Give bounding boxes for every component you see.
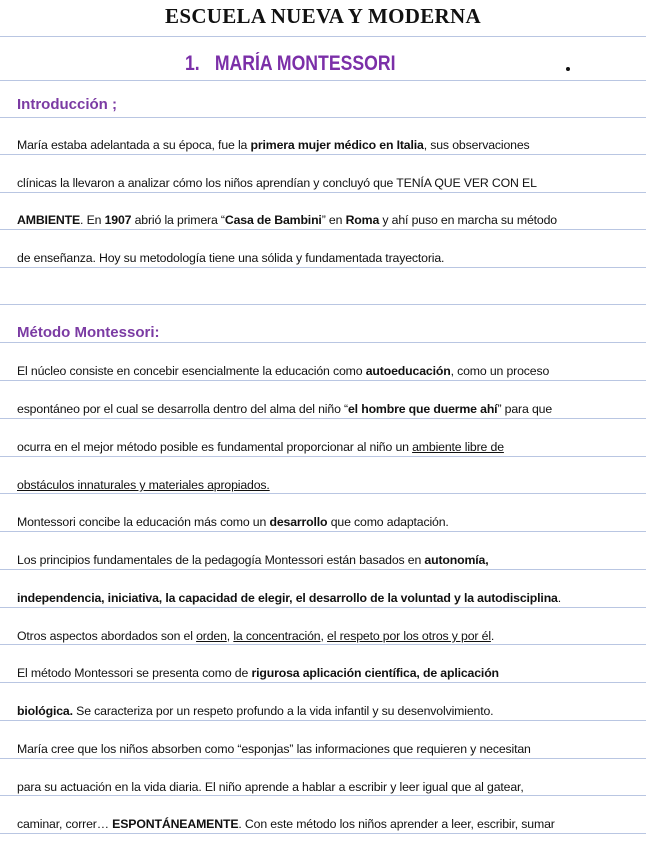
stray-dot [566, 67, 570, 71]
method-line-8: Otros aspectos abordados son el orden, la concentración, el respeto por los otros y por él. [17, 629, 495, 643]
method-line-9: El método Montessori se presenta como de rigurosa aplicación científica, de aplicación [17, 666, 499, 680]
intro-line-3: AMBIENTE. En 1907 abrió la primera “Casa de Bambini” en Roma y ahí puso en marcha su método [17, 213, 557, 227]
method-line-4: obstáculos innaturales y materiales apropiados. [17, 478, 270, 492]
intro-line-2: clínicas la llevaron a analizar cómo los niños aprendían y concluyó que TENÍA QUE VER CON EL [17, 176, 537, 190]
document-title: ESCUELA NUEVA Y MODERNA [165, 4, 481, 28]
method-line-13: caminar, correr… ESPONTÁNEAMENTE. Con este método los niños aprender a leer, escribir, sumar [17, 817, 555, 831]
intro-line-1: María estaba adelantada a su época, fue la primera mujer médico en Italia, sus observaciones [17, 138, 530, 152]
method-line-10: biológica. Se caracteriza por un respeto profundo a la vida infantil y su desenvolvimiento. [17, 704, 494, 718]
section-title [185, 52, 395, 76]
intro-heading: Introducción ; [17, 96, 117, 113]
section-number: 1. [185, 52, 200, 75]
method-line-12: para su actuación en la vida diaria. El niño aprende a hablar a escribir y leer igual que al gatear, [17, 780, 524, 794]
method-line-3: ocurra en el mejor método posible es fundamental proporcionar al niño un ambiente libre de [17, 440, 504, 454]
method-line-6: Los principios fundamentales de la pedagogía Montessori están basados en autonomía, [17, 553, 489, 567]
method-line-11: María cree que los niños absorben como “esponjas” las informaciones que requieren y necesitan [17, 742, 531, 756]
method-line-1: El núcleo consiste en concebir esencialmente la educación como autoeducación, como un proceso [17, 364, 550, 378]
method-line-5: Montessori concibe la educación más como un desarrollo que como adaptación. [17, 515, 449, 529]
section-title-text: MARÍA MONTESSORI [214, 52, 396, 75]
method-line-2: espontáneo por el cual se desarrolla dentro del alma del niño “el hombre que duerme ahí” para que [17, 402, 553, 416]
method-heading: Método Montessori: [17, 324, 160, 341]
method-line-7: independencia, iniciativa, la capacidad de elegir, el desarrollo de la voluntad y la autodisciplina. [17, 591, 562, 605]
intro-line-4: de enseñanza. Hoy su metodología tiene una sólida y fundamentada trayectoria. [17, 251, 445, 265]
